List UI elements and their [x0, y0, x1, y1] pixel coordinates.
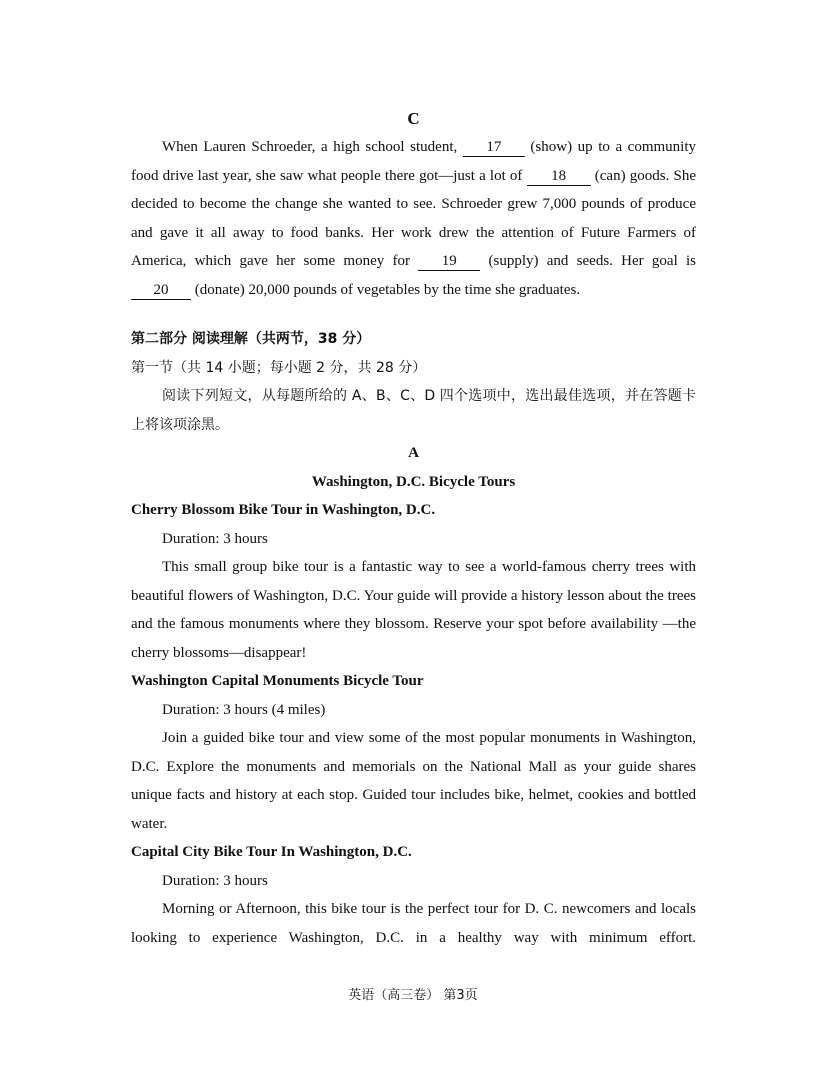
- blank-17[interactable]: 17: [463, 138, 525, 157]
- tour-name: Washington Capital Monuments Bicycle Tour: [131, 673, 424, 689]
- tour-name: Cherry Blossom Bike Tour in Washington, D.C.: [131, 502, 436, 518]
- blank-19[interactable]: 19: [418, 252, 480, 271]
- part2-heading: 第二部分 阅读理解（共两节，38 分）: [131, 331, 371, 347]
- instruction-text: 阅读下列短文，从每题所给的 A、B、C、D 四个选项中，选出最佳选项，并在答题卡上将该项涂黑。: [131, 388, 696, 433]
- text-segment: (can) goods. She decided to become the change she wanted to see. Schroeder grew 7,000 pounds of produce and gave it all away to food banks. Her work drew the attention of Future Farmers of America, which gave her some money for: [131, 167, 696, 269]
- tour-name: Capital City Bike Tour In Washington, D.C.: [131, 844, 412, 860]
- tour-duration: Duration: 3 hours (4 miles): [162, 701, 326, 718]
- tour-description: Join a guided bike tour and view some of the most popular monuments in Washington, D.C. Explore the monuments and memorials on the National Mall as your guide shares unique facts and history at each stop. Guided tour includes bike, helmet, cookies and bottled water.: [131, 730, 696, 832]
- tour-duration: Duration: 3 hours: [162, 530, 268, 547]
- text-segment: (show) up to a community food drive last year, she saw what people there got—just a lot of: [131, 139, 696, 184]
- tour-description: This small group bike tour is a fantastic way to see a world-famous cherry trees with beautiful flowers of Washington, D.C. Your guide will provide a history lesson about the trees and the famous monuments where they blossom. Reserve your spot before availability —the cherry blossoms—disappear!: [131, 559, 696, 661]
- text-segment: (supply) and seeds. Her goal is: [480, 253, 696, 269]
- page-content: [131, 105, 696, 952]
- tour-duration: Duration: 3 hours: [162, 872, 268, 889]
- blank-18[interactable]: 18: [527, 167, 591, 186]
- blank-20[interactable]: 20: [131, 281, 191, 300]
- tour-description: Morning or Afternoon, this bike tour is the perfect tour for D. C. newcomers and locals looking to experience Washington, D.C. in a healthy way with minimum effort.: [131, 901, 696, 946]
- passage-label: A: [408, 445, 419, 461]
- page-footer: 英语（高三卷） 第3页: [348, 988, 478, 1003]
- section-c-title: C: [407, 109, 420, 128]
- text-segment: When Lauren Schroeder, a high school student,: [162, 139, 463, 155]
- passage-title: Washington, D.C. Bicycle Tours: [311, 473, 516, 490]
- text-segment: (donate) 20,000 pounds of vegetables by the time she graduates.: [191, 281, 581, 298]
- section1-heading: 第一节（共 14 小题；每小题 2 分，共 28 分）: [131, 359, 427, 376]
- section-c-paragraph: [131, 133, 696, 304]
- spacer: [131, 304, 696, 325]
